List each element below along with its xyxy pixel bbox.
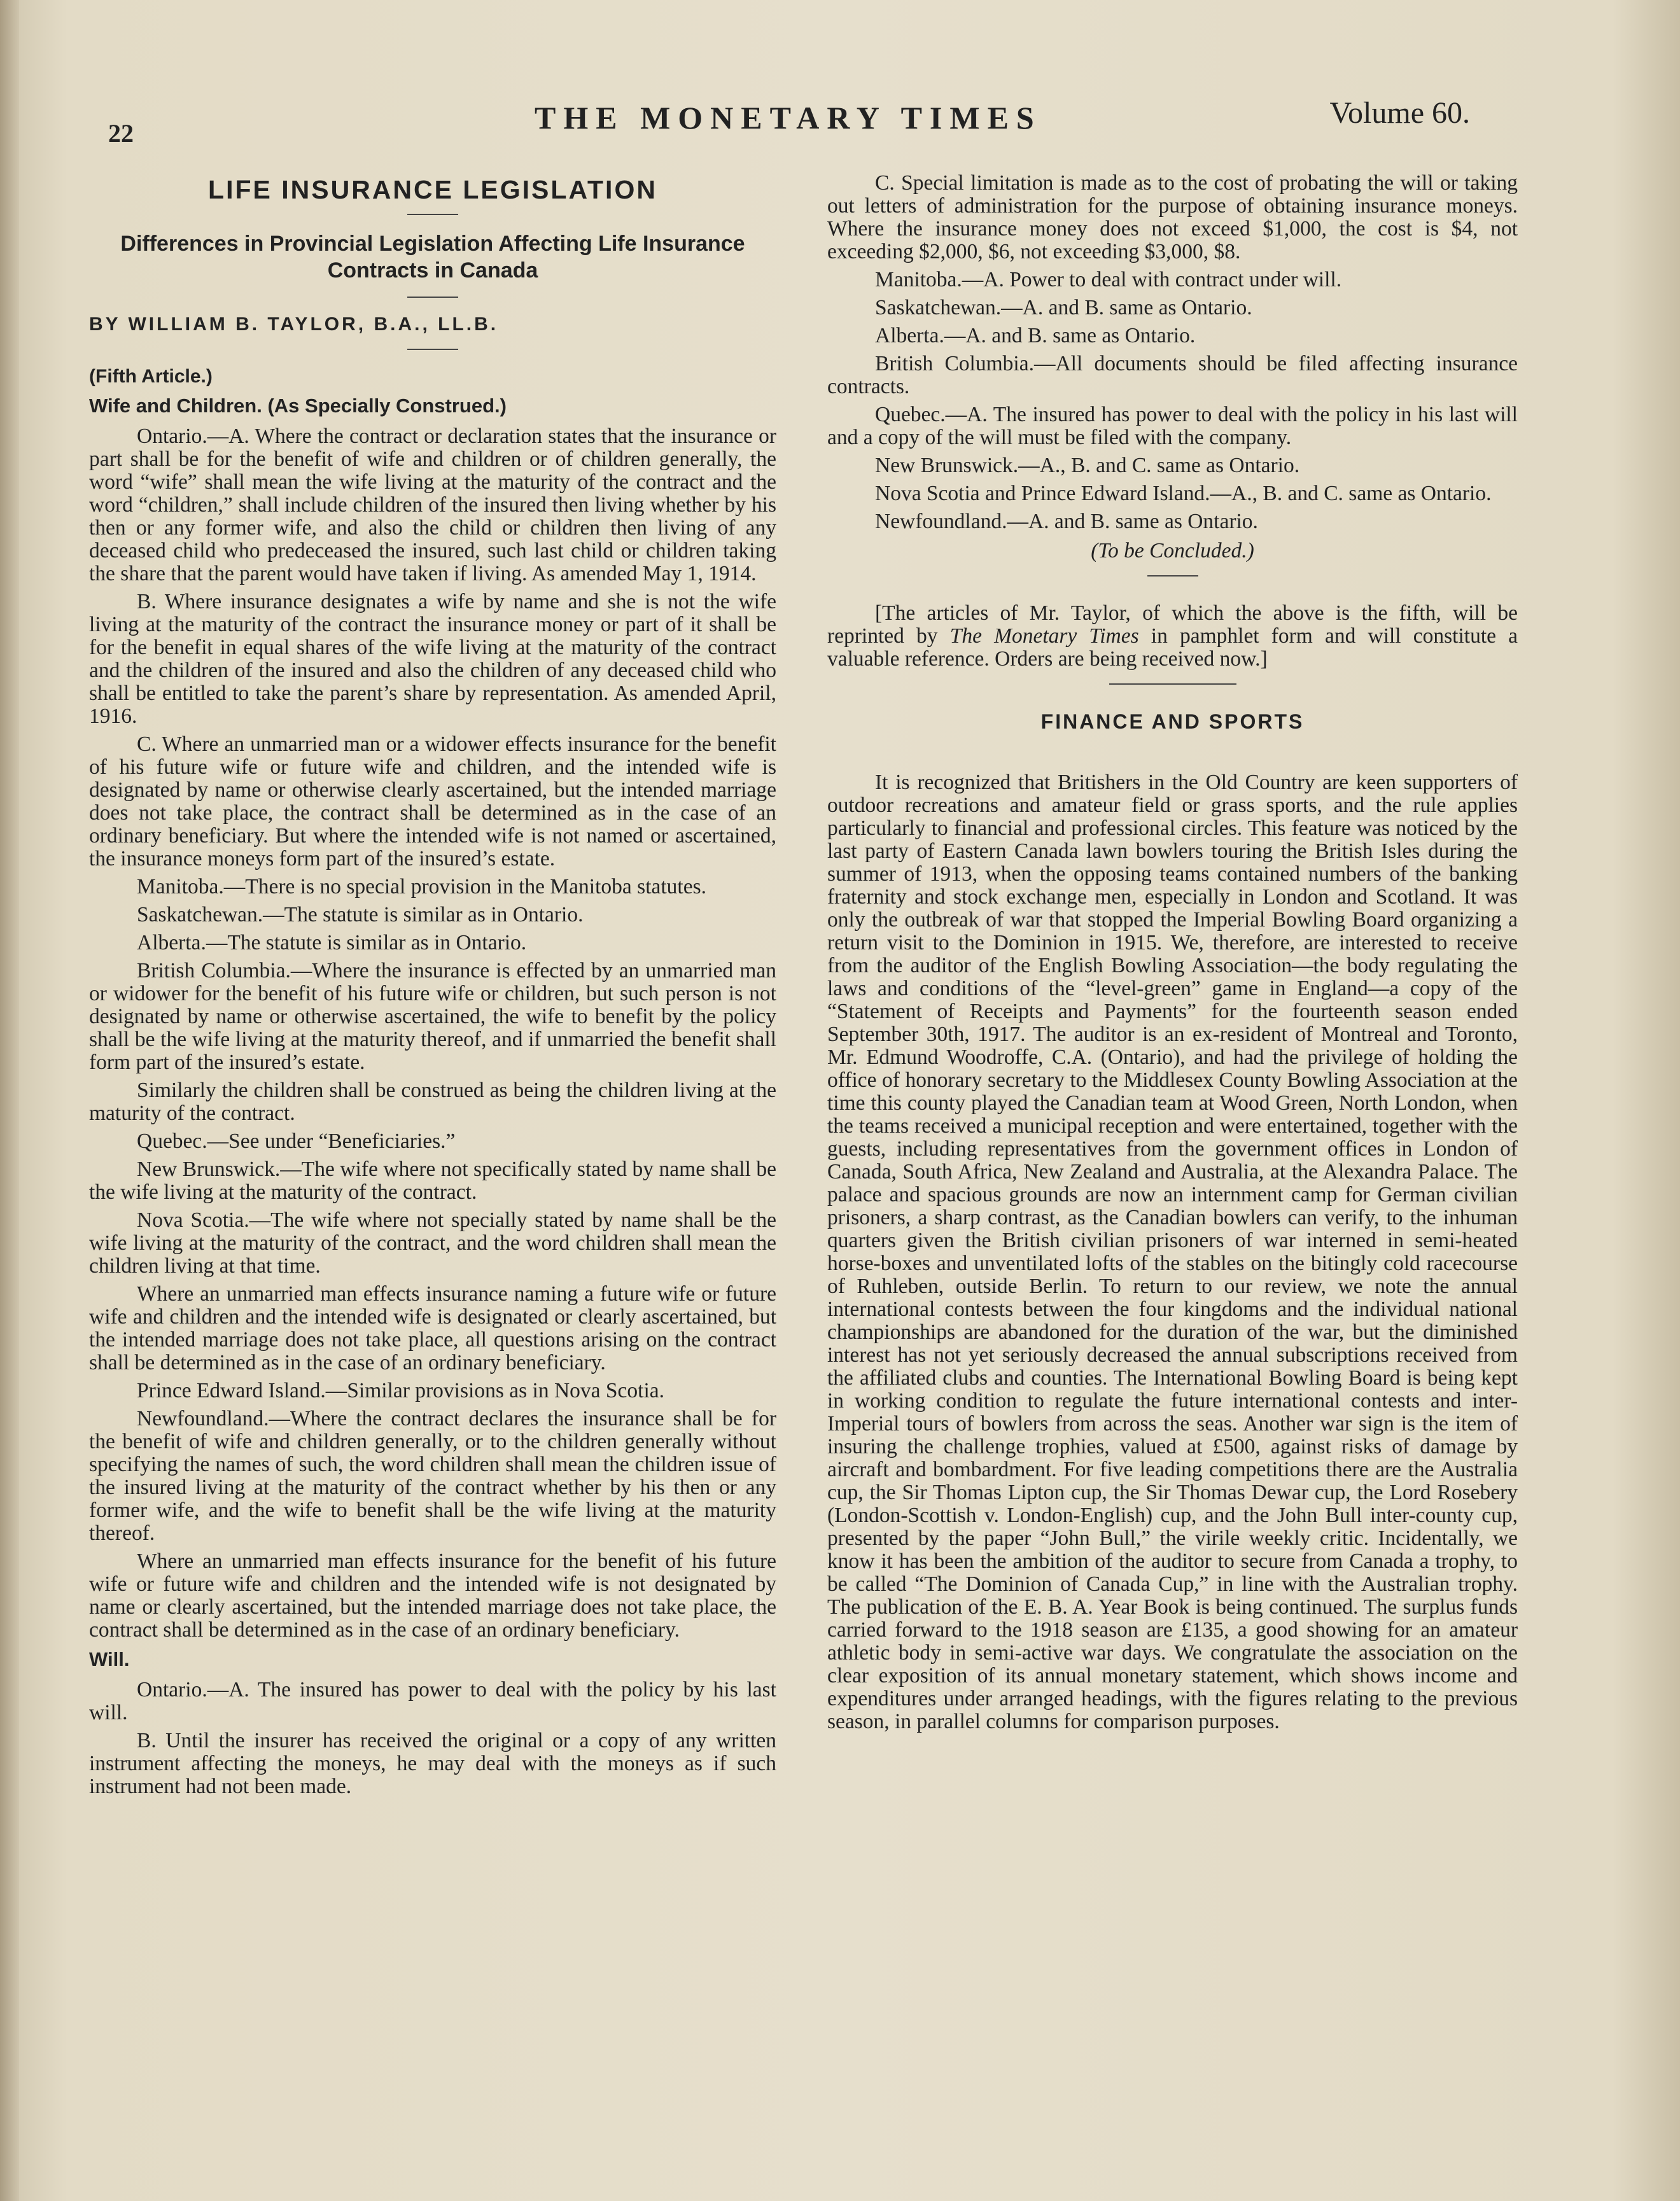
divider — [407, 349, 458, 350]
finance-article-title: FINANCE AND SPORTS — [1040, 710, 1305, 733]
note-text: [The articles of Mr. Taylor, of which the above is the fifth, will be reprinted by — [827, 601, 1518, 648]
finance-article-body: It is recognized that Britishers in the Old Country are keen supporters of outdoor recreations and amateur field or grass sports, and the rule applies particularly to financial and professional circles. This feature was noticed by the last party of Eastern Canada lawn bowlers touring the British Isles during the summer of 1913, when the opposing teams contained numbers of the banking fraternity and stock exchange men, especially in London and Scotland. It was only the outbreak of war that stopped the Imperial Bowling Board organizing a return visit to the Dominion in 1915. We, therefore, are interested to receive from the auditor of the English Bowling Association—the body regulating the laws and conditions of the “level-green” game in England—a copy of the “Statement of Receipts and Payments” for the fourteenth season ended September 30th, 1917. The auditor is an ex-resident of Montreal and Toronto, Mr. Edmund Woodroffe, C.A. (Ontario), and had the privilege of holding the office of honorary secretary to the Middlesex County Bowling Association at the time this county played the Canadian team at Wood Green, North London, when the teams received a municipal reception and were entertained, together with the guests, including representatives from the government offices in London of Canada, South Africa, New Zealand and Australia, at the Alexandra Palace. The palace and spacious grounds are now an internment camp for German civilian prisoners, a sharp contrast, as the Canadian bowlers can verify, to the inhuman quarters given the British civilian prisoners of war interned in semi-heated horse-boxes and unventilated lofts of the stables on the bitingly cold racecourse of Ruhleben, outside Berlin. To return to our review, we note the annual international contests between the four kingdoms and the individual national championships are abandoned for the duration of the war, but the diminished interest has not yet seriously decreased the annual subscriptions received from the affiliated clubs and counties. The International Bowling Board is being kept in working condition to regulate the future international contests and inter-Imperial tours of bowlers from across the seas. Another war sign is the item of insuring the challenge trophies, valued at £500, against risks of damage by aircraft and bombardment. For five leading competitions there are the Australia cup, the Sir Thomas Lipton cup, the Sir Thomas Dewar cup, the Lord Rosebery (London-Scottish v. London-English) cup, and the John Bull inter-county cup, presented by the paper “John Bull,” the virile weekly critic. Incidentally, we know it has been the ambition of the auditor to secure from Canada a trophy, to be called “The Dominion of Canada Cup,” in line with the Australian trophy. The publication of the E. B. A. Year Book is being continued. The surplus funds carried forward to the 1918 season are £135, a good showing for an amateur athletic body in semi-active war days. We congratulate the association on the clear exposition of its annual monetary statement, which shows income and expenditures under arranged headings, with the figures relating to the previous season, in parallel columns for comparison purposes. — [827, 771, 1518, 1733]
paragraph: Manitoba.—There is no special provision in the Manitoba statutes. — [137, 875, 707, 898]
paragraph: Quebec.—See under “Beneficiaries.” — [137, 1129, 456, 1153]
note-publication: The Monetary Times — [949, 624, 1139, 648]
divider — [407, 214, 458, 215]
divider — [407, 297, 458, 298]
paragraph: C. Where an unmarried man or a widower effects insurance for the benefit of his future wife or future wife and children, and the intended wife is designated by name or otherwise clearly ascertained, but the intended marriage does not take place, the contract shall be determined as in the case of an ordinary beneficiary. But where the intended wife is not named or ascertained, the insurance moneys form part of the insured’s estate. — [89, 732, 776, 870]
paragraph: British Columbia.—Where the insurance is effected by an unmarried man or widower for the benefit of his future wife or children, but such person is not designated by name or otherwise ascertained, the wife to benefit by the policy shall be the wife living at the maturity thereof, and if unmarried the benefit shall form part of the insured’s estate. — [89, 959, 776, 1074]
paragraph: British Columbia.—All documents should be filed affecting insurance contracts. — [827, 352, 1518, 398]
divider — [1147, 575, 1198, 576]
page-number: 22 — [108, 119, 134, 148]
paragraph: Nova Scotia and Prince Edward Island.—A., B. and C. same as Ontario. — [875, 482, 1492, 505]
reprint-note — [827, 602, 1518, 671]
article-title: LIFE INSURANCE LEGISLATION — [208, 175, 657, 204]
page-edge — [0, 0, 19, 2201]
paragraph: B. Until the insurer has received the original or a copy of any written instrument affecting the moneys, he may deal with the moneys as if such instrument had not been made. — [89, 1729, 776, 1798]
byline: BY WILLIAM B. TAYLOR, B.A., LL.B. — [89, 314, 499, 335]
paragraph: Saskatchewan.—A. and B. same as Ontario. — [875, 296, 1252, 319]
paragraph: Ontario.—A. The insured has power to deal with the policy by his last will. — [89, 1678, 776, 1724]
paragraph: Ontario.—A. Where the contract or declaration states that the insurance or part shall be for the benefit of wife and children or of children generally, the word “wife” shall mean the wife living at the maturity of the contract and the word “children,” shall include children of the insured then living whether by his then or any former wife, and also the child or children then living of any deceased child who predeceased the insured, such last child or children taking the share that the parent would have taken if living. As amended May 1, 1914. — [89, 424, 776, 585]
paragraph: New Brunswick.—A., B. and C. same as Ontario. — [875, 454, 1300, 477]
article-number: (Fifth Article.) — [89, 366, 213, 387]
paragraph: B. Where insurance designates a wife by name and she is not the wife living at the maturity of the contract the insurance money or part of it shall be for the benefit in equal shares of the wife living at the maturity of the contract and the children of the insured and also the children of any deceased child who shall be entitled to take the parent’s share by representation. As amended April, 1916. — [89, 590, 776, 728]
paragraph: Where an unmarried man effects insurance for the benefit of his future wife or future wife and children and the intended wife is not designated by name or clearly ascertained, but the intended marriage does not take place, the contract shall be determined as in the case of an ordinary beneficiary. — [89, 1549, 776, 1642]
page-header — [108, 95, 1470, 146]
paragraph: Quebec.—A. The insured has power to deal with the policy in his last will and a copy of the will must be filed with the company. — [827, 403, 1518, 449]
note-text: in pamphlet form and will constitute a valuable reference. Orders are being received now.] — [827, 624, 1518, 671]
paragraph: Saskatchewan.—The statute is similar as in Ontario. — [137, 903, 584, 926]
paragraph: New Brunswick.—The wife where not specifically stated by name shall be the wife living at the maturity of the contract. — [89, 1157, 776, 1204]
paragraph: Newfoundland.—A. and B. same as Ontario. — [875, 510, 1258, 533]
left-column — [89, 172, 776, 1803]
paragraph: Where an unmarried man effects insurance naming a future wife or future wife and children and the intended wife is designated or clearly ascertained, but the intended marriage does not take place, all questions arising on the contract shall be determined as in the case of an ordinary beneficiary. — [89, 1282, 776, 1374]
paragraph: C. Special limitation is made as to the cost of probating the will or taking out letters of administration for the purpose of obtaining insurance moneys. Where the insurance money does not exceed $1,000, the cost is $4, not exceeding $2,000, $6, not exceeding $3,000, $8. — [827, 171, 1518, 263]
divider — [1109, 683, 1236, 685]
to-be-concluded: (To be Concluded.) — [1091, 539, 1254, 562]
running-title: THE MONETARY TIMES — [535, 100, 1042, 136]
section-heading-wife-children: Wife and Children. (As Specially Construed.) — [89, 395, 507, 417]
volume-label: Volume 60. — [1329, 96, 1470, 130]
section-heading-will: Will. — [89, 1648, 130, 1670]
paragraph: Alberta.—A. and B. same as Ontario. — [875, 324, 1196, 347]
paragraph: Manitoba.—A. Power to deal with contract under will. — [875, 268, 1342, 291]
paragraph: Newfoundland.—Where the contract declares the insurance shall be for the benefit of wife and children generally, or to the children generally without specifying the names of such, the word children shall mean the children issue of the insured living at the maturity of the contract whether by his then or any former wife, and the wife to benefit shall be the wife living at the maturity thereof. — [89, 1407, 776, 1545]
paragraph: Similarly the children shall be construed as being the children living at the maturity of the contract. — [89, 1079, 776, 1125]
article-subtitle: Differences in Provincial Legislation Affecting Life Insurance Contracts in Canada — [120, 232, 745, 283]
paragraph: Prince Edward Island.—Similar provisions as in Nova Scotia. — [137, 1379, 664, 1402]
paragraph: Nova Scotia.—The wife where not specially stated by name shall be the wife living at the maturity of the contract, and the word children shall mean the children living at that time. — [89, 1208, 776, 1278]
right-column — [827, 172, 1518, 1738]
paragraph: Alberta.—The statute is similar as in Ontario. — [137, 931, 527, 954]
